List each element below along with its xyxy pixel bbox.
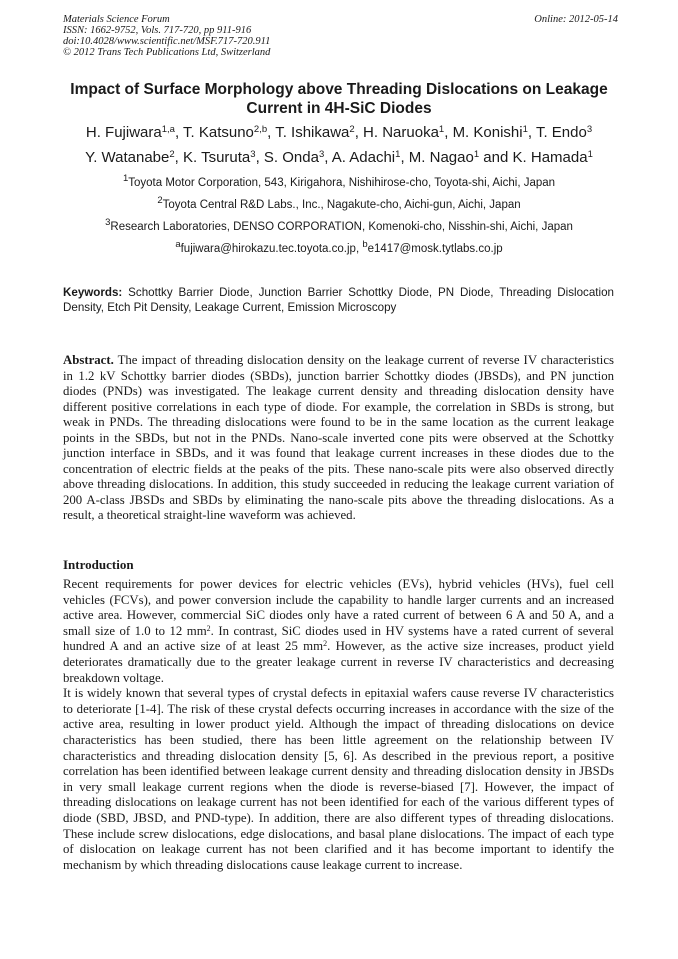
- author-affiliation-marker: 2,b: [253, 124, 268, 135]
- author-separator: ,: [527, 124, 536, 141]
- author-name: T. Ishikawa: [275, 124, 350, 141]
- author-affiliation-marker: 1: [473, 148, 480, 160]
- author-separator: ,: [400, 148, 409, 166]
- affiliation-2: [55, 194, 623, 216]
- author-affiliation-marker: 2: [169, 148, 175, 160]
- author-affiliation-marker: 2: [349, 124, 355, 135]
- introduction-body: [63, 577, 614, 873]
- author-affiliation-marker: 1: [587, 148, 593, 160]
- superscript: 2: [323, 639, 328, 649]
- author-affiliation-marker: 1: [395, 148, 401, 160]
- author-separator: ,: [324, 148, 332, 166]
- author-separator: ,: [255, 148, 264, 166]
- author-affiliation-marker: 3: [318, 148, 325, 160]
- author-affiliation-marker: 1: [522, 124, 528, 135]
- intro-paragraph-1: [63, 577, 614, 686]
- email-b: e1417@mosk.tytlabs.co.jp: [367, 243, 503, 255]
- intro-paragraph-2: It is widely known that several types of crystal defects in epitaxial wafers cause reverse IV characteristics to deteriorate [1-4]. The risk of these crystal defects occurring increases in accordance with the size of the active area, resulting in lower product yield. Although the impact of threading dislocations on device characteristics has been studied, there has been little agreement on the relationship between IV characteristics and threading dislocation density [5, 6]. As described in the previous report, a positive correlation has been identified between leakage current density and threading dislocation density in JBSDs in very small leakage current regions when the diode is reverse-biased [7]. However, the impact of threading dislocations on leakage current has not been identified for each of the various different types of diode (SBD, JBSD, and PND-type). In addition, there are also different types of threading dislocations. These include screw dislocations, edge dislocations, and basal plane dislocations. The impact of each type of dislocation on leakage current has not been clarified and it has become important to identify the mechanism by which threading dislocations cause leakage current to increase.: [63, 686, 614, 872]
- keywords-text: Schottky Barrier Diode, Junction Barrier Schottky Diode, PN Diode, Threading Dislocation Density, Etch Pit Density, Leakage Current, Emission Microscopy: [63, 286, 614, 314]
- author-name: H. Fujiwara: [85, 124, 162, 141]
- author-separator: ,: [444, 124, 453, 141]
- abstract-label: Abstract.: [63, 353, 114, 367]
- copyright-line: © 2012 Trans Tech Publications Ltd, Switzerland: [63, 47, 271, 58]
- keywords: [63, 285, 614, 315]
- superscript: 2: [206, 623, 211, 633]
- author-name: Y. Watanabe: [85, 148, 170, 166]
- author-line-1: [55, 121, 623, 146]
- affiliation-text: Toyota Central R&D Labs., Inc., Nagakute-cho, Aichi-gun, Aichi, Japan: [162, 199, 521, 211]
- author-affiliation-marker: 1: [438, 124, 445, 135]
- paper-title: Impact of Surface Morphology above Threading Dislocations on Leakage Current in 4H-SiC Diodes: [70, 81, 608, 117]
- author-name: H. Naruoka: [363, 124, 439, 141]
- email-separator: ,: [355, 243, 363, 255]
- email-marker-a: a: [175, 239, 181, 250]
- email-a: fujiwara@hirokazu.tec.toyota.co.jp: [180, 243, 356, 255]
- intro-text: . However, as the active size increases, product yield deteriorates dramatically due to the greater leakage current in reverse IV characteristics and decreasing breakdown voltage.: [63, 639, 615, 685]
- email-marker-b: b: [362, 239, 368, 250]
- author-affiliation-marker: 1,a: [161, 124, 175, 135]
- doi-line: doi:10.4028/www.scientific.net/MSF.717-720.911: [63, 36, 271, 47]
- abstract-text: The impact of threading dislocation density on the leakage current of reverse IV characteristics in 1.2 kV Schottky barrier diodes (SBDs), junction barrier Schottky diodes (JBSDs), and PN junction diodes (PNDs) was investigated. The leakage current density and threading dislocation density have different positive correlations in each type of diode. For example, the correlation in SBDs is strong, but weak in PNDs. The threading dislocations were found to be in the same location as the current leakage points in the SBDs, but not in the PNDs. Nano-scale inverted cone pits were observed at the Schottky junction interface in SBDs, and it was found that leakage current increases in these diodes due to the concentration of electric fields at the peaks of the pits. These nano-scale pits were also observed directly above threading dislocations. In addition, this study succeeded in reducing the leakage current variation of 200 A-class JBSDs and SBDs by eliminating the nano-scale pits above the threading dislocations. As a result, a theoretical straight-line waveform was achieved.: [63, 353, 615, 522]
- affiliations: [55, 172, 623, 260]
- author-name: S. Onda: [263, 148, 319, 166]
- author-separator: ,: [354, 124, 364, 141]
- affiliation-marker: 1: [122, 173, 129, 184]
- journal-header: [63, 14, 618, 58]
- author-name: M. Nagao: [408, 148, 474, 166]
- online-date: Online: 2012-05-14: [534, 14, 618, 25]
- author-name: M. Konishi: [452, 124, 523, 141]
- affiliation-3: [55, 216, 623, 238]
- affiliation-text: Research Laboratories, DENSO CORPORATION, Komenoki-cho, Nisshin-shi, Aichi, Japan: [110, 221, 573, 233]
- author-line-2: [55, 146, 623, 171]
- author-separator: ,: [267, 124, 276, 141]
- affiliation-marker: 3: [105, 217, 111, 228]
- issn-line: ISSN: 1662-9752, Vols. 717-720, pp 911-916: [63, 25, 252, 36]
- author-separator: and: [479, 148, 513, 166]
- author-name: T. Endo: [535, 124, 587, 141]
- intro-text: . In contrast, SiC diodes used in HV systems have a rated current of several hundred A and an active size of at least 25 mm: [63, 623, 614, 654]
- author-name: T. Katsuno: [183, 124, 254, 141]
- introduction-heading: Introduction: [63, 557, 134, 572]
- author-name: K. Tsuruta: [183, 148, 251, 166]
- affiliation-text: Toyota Motor Corporation, 543, Kirigahora, Nishihirose-cho, Toyota-shi, Aichi, Japan: [128, 177, 556, 189]
- author-name: K. Hamada: [512, 148, 588, 166]
- author-affiliation-marker: 3: [250, 148, 256, 160]
- journal-name: Materials Science Forum: [63, 14, 170, 25]
- author-list: [55, 121, 623, 170]
- author-name: A. Adachi: [331, 148, 396, 166]
- author-separator: ,: [174, 148, 183, 166]
- affiliation-marker: 2: [157, 195, 163, 206]
- author-affiliation-marker: 3: [586, 124, 593, 135]
- email-line: [55, 238, 623, 260]
- author-separator: ,: [174, 124, 184, 141]
- keywords-label: Keywords:: [63, 286, 123, 299]
- affiliation-1: [55, 172, 623, 194]
- intro-text: Recent requirements for power devices for electric vehicles (EVs), hybrid vehicles (HVs), fuel cell vehicles (FCVs), and power conversion include the capability to handle larger currents and an increased active area. However, commercial SiC diodes only have a rated current of between 6 A and 50 A, and a small size of 1.0 to 12 mm: [63, 577, 614, 638]
- abstract: [63, 353, 614, 524]
